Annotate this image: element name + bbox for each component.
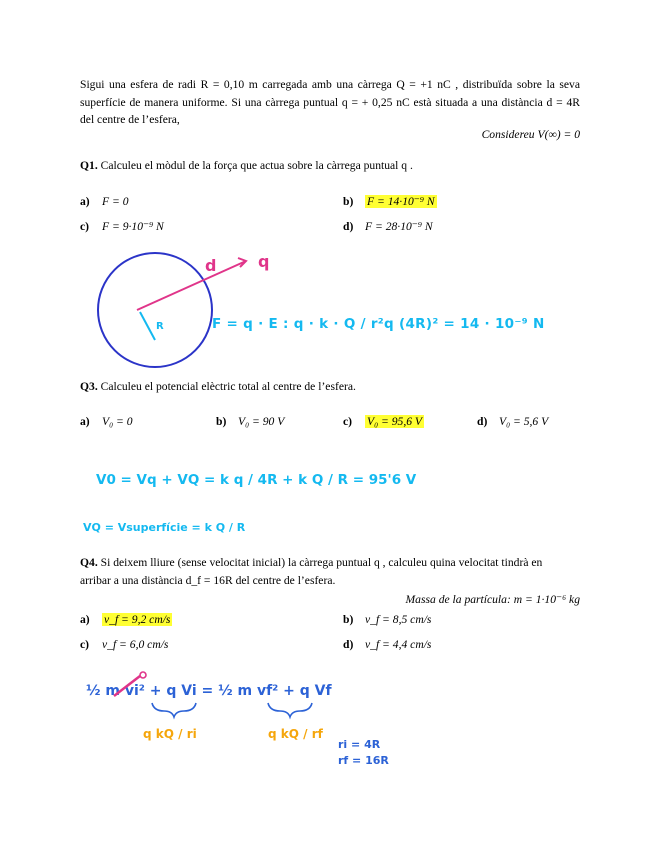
label-d: d — [205, 256, 217, 275]
potential-work: V0 = Vq + VQ = k q / 4R + k Q / R = 95'6 V — [96, 472, 417, 488]
intro-line-3: del centre de l’esfera, — [80, 113, 180, 126]
option-letter: b) — [343, 613, 354, 626]
final-potential-energy: q kQ / rf — [268, 727, 323, 741]
q4-text-1: Si deixem lliure (sense velocitat inicial) la càrrega puntual q , calculeu quina velocitat tindrà en — [100, 556, 543, 569]
option-value: F = 9·10⁻⁹ N — [102, 220, 164, 233]
option-letter: b) — [216, 415, 227, 428]
rf-value: rf = 16R — [338, 754, 389, 767]
q4-question-line-2: arribar a una distància d_f = 16R del centre de l’esfera. — [80, 574, 336, 587]
option-value: v_f = 4,4 cm/s — [365, 638, 432, 651]
radius-line — [140, 312, 155, 340]
q1-question — [80, 158, 413, 173]
q1-text: Calculeu el mòdul de la força que actua sobre la càrrega puntual q . — [100, 159, 413, 172]
consider-note: Considereu V(∞) = 0 — [481, 128, 580, 141]
sphere-circle — [98, 253, 212, 367]
surface-potential-work: VQ = Vsuperfície = k Q / R — [83, 521, 246, 534]
q3-option-b[interactable] — [216, 414, 284, 429]
q4-option-c[interactable] — [80, 637, 168, 652]
q3-text: Calculeu el potencial elèctric total al centre de l’esfera. — [100, 380, 356, 393]
option-value: F = 28·10⁻⁹ N — [365, 220, 433, 233]
q4-question-line-1 — [80, 555, 542, 570]
q3-option-c[interactable] — [343, 414, 424, 429]
strike-mark — [110, 670, 160, 700]
q3-option-d[interactable] — [477, 414, 548, 429]
option-value-highlighted: v_f = 9,2 cm/s — [104, 613, 171, 626]
q3-question — [80, 379, 356, 394]
q1-option-b[interactable] — [343, 194, 437, 209]
option-letter: c) — [80, 220, 90, 233]
label-R: R — [156, 321, 164, 332]
q4-option-a[interactable] — [80, 612, 172, 627]
distance-arrow — [137, 261, 246, 310]
q4-option-d[interactable] — [343, 637, 431, 652]
q3-number: Q3. — [80, 380, 98, 393]
option-letter: a) — [80, 415, 90, 428]
option-value: v_f = 8,5 cm/s — [365, 613, 432, 626]
initial-potential-energy: q kQ / ri — [143, 727, 197, 741]
q1-option-c[interactable] — [80, 219, 164, 234]
option-value: v_f = 6,0 cm/s — [102, 638, 169, 651]
intro-line-2: superfície de manera uniforme. Si una càrrega puntual q = + 0,25 nC està situada a una distància d = 4R — [80, 95, 580, 109]
option-letter: a) — [80, 613, 90, 626]
option-letter: d) — [477, 415, 488, 428]
option-value-highlighted: V₀ = 95,6 V — [367, 415, 423, 428]
option-letter: d) — [343, 220, 354, 233]
option-value-highlighted: F = 14·10⁻⁹ N — [367, 195, 435, 208]
q1-option-d[interactable] — [343, 219, 433, 234]
label-q: q — [258, 252, 270, 271]
q4-number: Q4. — [80, 556, 98, 569]
option-letter: b) — [343, 195, 354, 208]
q3-option-a[interactable] — [80, 414, 133, 429]
force-formula: F = q · E : q · k · Q / r²q (4R)² = 14 · 10⁻⁹ N — [212, 316, 545, 332]
q4-option-b[interactable] — [343, 612, 431, 627]
option-value: F = 0 — [102, 195, 129, 208]
option-letter: d) — [343, 638, 354, 651]
problem-statement — [80, 76, 580, 129]
option-value: V₀ = 90 V — [238, 415, 285, 428]
option-letter: a) — [80, 195, 90, 208]
option-letter: c) — [80, 638, 90, 651]
mass-note: Massa de la partícula: m = 1·10⁻⁶ kg — [405, 593, 580, 606]
underbraces — [150, 700, 340, 720]
intro-line-1: Sigui una esfera de radi R = 0,10 m carregada amb una càrrega Q = +1 nC , distribuïda sobre la seva — [80, 78, 580, 91]
q1-option-a[interactable] — [80, 194, 129, 209]
energy-conservation: ½ m vi² + q Vi = ½ m vf² + q Vf — [86, 683, 332, 699]
option-value: V₀ = 0 — [102, 415, 133, 428]
q1-number: Q1. — [80, 159, 98, 172]
option-value: V₀ = 5,6 V — [499, 415, 549, 428]
option-letter: c) — [343, 415, 353, 428]
ri-value: ri = 4R — [338, 738, 381, 751]
